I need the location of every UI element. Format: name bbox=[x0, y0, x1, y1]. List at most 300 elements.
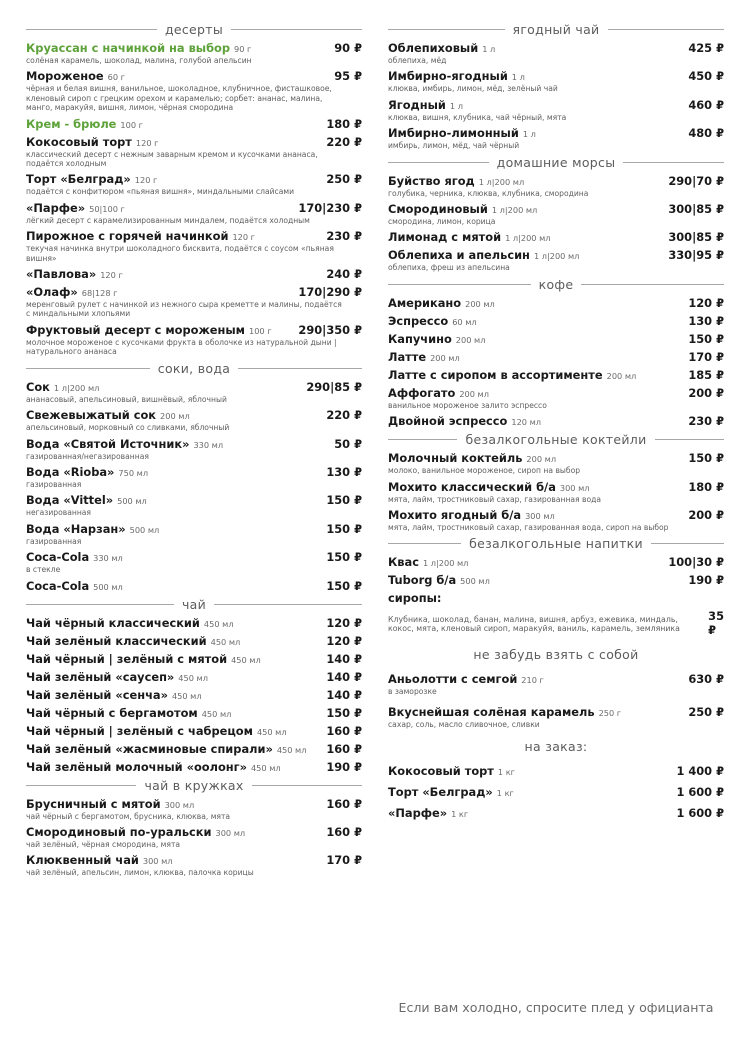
menu-item-price: 120 ₽ bbox=[688, 295, 724, 310]
menu-item-description: апельсиновый, морковный со сливками, яблочный bbox=[26, 423, 230, 433]
menu-item-row bbox=[388, 414, 724, 428]
menu-item-title: Американо bbox=[388, 295, 462, 310]
menu-item-description: чай зелёный, чёрная смородина, мята bbox=[26, 839, 181, 849]
menu-item-row bbox=[26, 465, 362, 479]
menu-item-price: 190 ₽ bbox=[688, 573, 724, 588]
section-rule bbox=[623, 162, 724, 163]
order-items bbox=[388, 764, 724, 820]
menu-item-title: Буйство ягод bbox=[388, 173, 475, 188]
menu-item-name bbox=[388, 573, 490, 587]
menu-item-volume: 1 кг bbox=[451, 809, 469, 820]
menu-item-name bbox=[26, 229, 255, 243]
menu-item-price: 180 ₽ bbox=[688, 479, 724, 494]
menu-item-name bbox=[388, 98, 463, 112]
menu-item-row bbox=[26, 437, 362, 451]
menu-item-description: негазированная bbox=[26, 508, 91, 518]
menu-item-name bbox=[26, 652, 261, 666]
menu-item-volume: 200 мл bbox=[160, 411, 190, 422]
menu-item-description: голубика, черника, клюква, клубника, смородина bbox=[388, 188, 589, 198]
menu-item-volume: 200 мл bbox=[526, 454, 557, 465]
menu-item-row bbox=[26, 670, 362, 684]
syrups-price: 35 ₽ bbox=[708, 609, 724, 638]
menu-item-row bbox=[388, 806, 724, 820]
section-rule bbox=[26, 368, 150, 369]
menu-item-price: 130 ₽ bbox=[326, 464, 362, 479]
menu-item-volume: 120 г bbox=[134, 175, 158, 186]
menu-item-title: Аньолотти с семгой bbox=[388, 672, 518, 687]
section-title: чай bbox=[181, 596, 207, 612]
menu-item bbox=[388, 785, 724, 799]
menu-item-title: Coca-Cola bbox=[26, 578, 90, 593]
menu-item-volume: 200 мл bbox=[430, 352, 460, 363]
menu-item-row bbox=[388, 69, 724, 83]
section-rule bbox=[231, 29, 362, 30]
menu-item-title: Чай чёрный с бергамотом bbox=[26, 705, 198, 720]
menu-item-title: Ягодный bbox=[388, 97, 446, 112]
menu-item-row bbox=[388, 332, 724, 346]
menu-item-name bbox=[388, 126, 536, 140]
menu-item bbox=[388, 451, 724, 475]
menu-item-volume: 90 г bbox=[234, 44, 252, 54]
menu-item-price: 160 ₽ bbox=[326, 741, 362, 756]
menu-item-description: в заморозке bbox=[388, 687, 437, 697]
menu-item-name bbox=[26, 69, 125, 83]
menu-item-row bbox=[26, 742, 362, 756]
menu-item-row bbox=[26, 135, 362, 149]
menu-item-description: клюква, вишня, клубника, чай чёрный, мята bbox=[388, 112, 567, 122]
menu-item-name bbox=[388, 314, 477, 328]
menu-item bbox=[26, 69, 362, 112]
menu-item-row bbox=[388, 386, 724, 400]
menu-item-name bbox=[26, 634, 240, 648]
syrups-list: Клубника, шоколад, банан, малина, вишня, арбуз, ежевика, миндаль, кокос, мята, кленовый сироп, маракуйя, ваниль, карамель, земляника bbox=[388, 614, 680, 633]
menu-item-price: 230 ₽ bbox=[326, 229, 362, 244]
menu-item-row bbox=[388, 202, 724, 216]
menu-item-row bbox=[388, 314, 724, 328]
menu-item-price: 330|95 ₽ bbox=[668, 248, 724, 263]
menu-item-title: Квас bbox=[388, 555, 419, 570]
menu-item-row bbox=[26, 267, 362, 281]
menu-item-name bbox=[26, 724, 287, 738]
menu-item-title: Чай чёрный | зелёный с чабрецом bbox=[26, 723, 253, 738]
menu-item-volume: 450 мл bbox=[276, 744, 307, 755]
menu-item-description: чай чёрный с бергамотом, брусника, клюква, мята bbox=[26, 811, 231, 821]
menu-item-name bbox=[388, 296, 495, 310]
menu-item-title: Tuborg б/а bbox=[388, 573, 457, 588]
menu-item-row bbox=[388, 705, 724, 719]
menu-item bbox=[388, 414, 724, 428]
menu-item-title: Мороженое bbox=[26, 69, 104, 84]
menu-item bbox=[388, 368, 724, 382]
menu-item bbox=[26, 616, 362, 630]
menu-item-name bbox=[388, 332, 485, 346]
section-rule bbox=[26, 604, 174, 605]
menu-item-volume: 68|128 г bbox=[81, 288, 118, 299]
menu-item-volume: 1 л|200 мл bbox=[491, 205, 538, 216]
menu-item-volume: 500 мл bbox=[117, 496, 147, 507]
menu-item-name bbox=[26, 41, 251, 55]
menu-item-row bbox=[388, 350, 724, 364]
menu-item-volume: 450 мл bbox=[201, 708, 232, 719]
menu-item-name bbox=[26, 706, 231, 720]
menu-item-name bbox=[26, 688, 202, 702]
menu-item-price: 240 ₽ bbox=[326, 267, 362, 282]
menu-item-price: 200 ₽ bbox=[688, 508, 724, 523]
menu-item-price: 50 ₽ bbox=[334, 436, 362, 451]
menu-item-price: 160 ₽ bbox=[326, 824, 362, 839]
menu-item-name bbox=[388, 764, 515, 778]
menu-item-row bbox=[26, 706, 362, 720]
menu-item-price: 1 600 ₽ bbox=[676, 785, 724, 800]
menu-item-volume: 1 л bbox=[511, 72, 525, 83]
menu-item-row bbox=[26, 69, 362, 83]
menu-item-row bbox=[388, 368, 724, 382]
menu-item-title: Сок bbox=[26, 379, 50, 394]
menu-item-description: газированная/негазированная bbox=[26, 451, 149, 461]
syrups-block bbox=[388, 591, 724, 637]
menu-item-volume: 1 л|200 мл bbox=[533, 251, 580, 262]
menu-item-price: 425 ₽ bbox=[688, 41, 724, 55]
menu-item-title: Вода «Rioba» bbox=[26, 464, 115, 479]
menu-item-volume: 1 л bbox=[522, 129, 536, 140]
menu-item bbox=[26, 760, 362, 774]
menu-item bbox=[388, 508, 724, 532]
menu-item-title: Торт «Белград» bbox=[26, 172, 131, 187]
menu-item-name bbox=[388, 386, 489, 400]
menu-item-volume: 300 мл bbox=[215, 827, 246, 838]
menu-item-price: 150 ₽ bbox=[688, 331, 724, 346]
menu-item-description: ванильное мороженое залито эспрессо bbox=[388, 400, 547, 410]
menu-item-name bbox=[26, 579, 123, 593]
menu-item-title: Чай зелёный молочный «оолонг» bbox=[26, 759, 247, 774]
menu-item bbox=[26, 285, 362, 319]
menu-item bbox=[388, 202, 724, 226]
menu-item bbox=[388, 69, 724, 93]
menu-item-title: Аффогато bbox=[388, 385, 456, 400]
menu-item-volume: 330 мл bbox=[93, 553, 123, 564]
menu-item-description: ананасовый, апельсиновый, вишнёвый, яблочный bbox=[26, 394, 227, 404]
menu-item-row bbox=[26, 117, 362, 131]
menu-item-price: 290|85 ₽ bbox=[306, 379, 362, 394]
menu-item bbox=[26, 652, 362, 666]
menu-item-volume: 50|100 г bbox=[89, 203, 125, 214]
menu-item-name bbox=[388, 806, 468, 820]
menu-item-row bbox=[26, 285, 362, 299]
menu-item bbox=[26, 742, 362, 756]
menu-item-price: 150 ₽ bbox=[326, 521, 362, 536]
menu-item bbox=[26, 323, 362, 357]
menu-item-description: мята, лайм, тростниковый сахар, газированная вода, сироп на выбор bbox=[388, 523, 669, 533]
menu-item-price: 1 600 ₽ bbox=[676, 806, 724, 821]
section-rule bbox=[655, 439, 724, 440]
menu-item-name bbox=[26, 201, 125, 215]
menu-item-row bbox=[26, 408, 362, 422]
menu-item-row bbox=[388, 98, 724, 112]
menu-item-price: 180 ₽ bbox=[326, 116, 362, 131]
menu-item-row bbox=[26, 323, 362, 337]
menu-item bbox=[26, 634, 362, 648]
menu-item-volume: 1 кг bbox=[496, 788, 514, 799]
menu-item-description: чай зелёный, апельсин, лимон, клюква, палочка корицы bbox=[26, 868, 254, 878]
menu-item-title: Эспрессо bbox=[388, 313, 449, 328]
menu-item-title: Латте bbox=[388, 349, 427, 364]
menu-item-title: Смородиновый по-уральски bbox=[26, 824, 212, 839]
menu-item-price: 170 ₽ bbox=[326, 853, 362, 868]
menu-item-name bbox=[388, 508, 555, 522]
menu-item-volume: 200 мл bbox=[606, 370, 637, 381]
menu-item-title: Молочный коктейль bbox=[388, 451, 523, 466]
menu-item-title: «Олаф» bbox=[26, 285, 78, 300]
menu-item-title: «Павлова» bbox=[26, 267, 97, 282]
menu-item-title: Лимонад с мятой bbox=[388, 230, 502, 245]
menu-item-volume: 120 г bbox=[135, 137, 159, 148]
section-heading bbox=[388, 155, 724, 170]
menu-item-row bbox=[26, 41, 362, 55]
takeaway-items bbox=[388, 672, 724, 729]
menu-item-row bbox=[388, 672, 724, 686]
section-title: ягодный чай bbox=[512, 22, 600, 37]
menu-item-name bbox=[388, 174, 524, 188]
menu-item-row bbox=[26, 201, 362, 215]
menu-item-title: Чай зелёный «саусеп» bbox=[26, 669, 175, 684]
menu-item bbox=[388, 672, 724, 696]
menu-item-name bbox=[26, 742, 306, 756]
menu-item-name bbox=[26, 493, 147, 507]
section-title: домашние морсы bbox=[496, 154, 616, 170]
menu-item-description: лёгкий десерт с карамелизированным миндалем, подаётся холодным bbox=[26, 215, 310, 225]
menu-item-price: 290|350 ₽ bbox=[298, 322, 362, 337]
menu-item-name bbox=[26, 465, 148, 479]
menu-item-price: 130 ₽ bbox=[688, 313, 724, 328]
section-heading bbox=[26, 597, 362, 612]
menu-item-volume: 200 мл bbox=[459, 388, 489, 399]
menu-item-name bbox=[388, 414, 541, 428]
menu-item bbox=[26, 229, 362, 263]
menu-item-row bbox=[26, 550, 362, 564]
menu-item-price: 100|30 ₽ bbox=[668, 555, 724, 570]
section-title: чай в кружках bbox=[144, 777, 244, 793]
menu-item-name bbox=[26, 408, 190, 422]
menu-item-volume: 200 мл bbox=[465, 298, 495, 309]
menu-item-price: 230 ₽ bbox=[688, 414, 724, 429]
menu-item-description: в стекле bbox=[26, 565, 61, 575]
menu-item-volume: 300 мл bbox=[164, 799, 195, 810]
menu-column-left bbox=[26, 22, 362, 1061]
menu-item bbox=[26, 267, 362, 281]
menu-item bbox=[388, 350, 724, 364]
menu-item-price: 220 ₽ bbox=[326, 134, 362, 149]
section-title: кофе bbox=[538, 276, 574, 292]
menu-item bbox=[26, 135, 362, 169]
menu-item-volume: 1 л|200 мл bbox=[422, 558, 469, 569]
menu-item-row bbox=[388, 480, 724, 494]
section-heading bbox=[26, 778, 362, 793]
menu-item-title: Облепиховый bbox=[388, 41, 479, 55]
menu-item-name bbox=[388, 248, 579, 262]
menu-item-row bbox=[26, 760, 362, 774]
menu-item-volume: 120 г bbox=[232, 232, 255, 243]
section-rule bbox=[214, 604, 362, 605]
menu-item bbox=[388, 248, 724, 272]
menu-item bbox=[26, 688, 362, 702]
menu-item-price: 160 ₽ bbox=[326, 723, 362, 738]
menu-item bbox=[388, 332, 724, 346]
menu-item-description: газированная bbox=[26, 536, 82, 546]
menu-item bbox=[26, 117, 362, 131]
menu-item bbox=[26, 550, 362, 574]
menu-item-row bbox=[388, 573, 724, 587]
menu-item-title: Чай чёрный классический bbox=[26, 615, 200, 630]
menu-item-name bbox=[26, 760, 281, 774]
menu-item-price: 150 ₽ bbox=[326, 550, 362, 565]
menu-item-name bbox=[388, 69, 525, 83]
menu-item-price: 140 ₽ bbox=[326, 687, 362, 702]
menu-item-row bbox=[388, 508, 724, 522]
menu-item-row bbox=[388, 41, 724, 55]
menu-item-title: Чай зелёный «жасминовые спирали» bbox=[26, 741, 273, 756]
section-rule bbox=[26, 29, 157, 30]
section-rule bbox=[388, 439, 457, 440]
menu-item-name bbox=[26, 267, 123, 281]
section-title: соки, вода bbox=[157, 360, 231, 376]
syrups-title: сиропы: bbox=[388, 591, 442, 606]
menu-item-price: 1 400 ₽ bbox=[676, 764, 724, 779]
menu-item-price: 170|230 ₽ bbox=[298, 200, 362, 215]
menu-item bbox=[26, 797, 362, 821]
menu-item-row bbox=[26, 724, 362, 738]
menu-item-volume: 450 мл bbox=[203, 618, 234, 629]
menu-item bbox=[26, 437, 362, 461]
menu-item bbox=[388, 764, 724, 778]
menu-item-description: солёная карамель, шоколад, малина, голубой апельсин bbox=[26, 56, 252, 65]
menu-item-row bbox=[26, 853, 362, 867]
menu-item-price: 250 ₽ bbox=[326, 172, 362, 187]
menu-item-description: меренговый рулет с начинкой из нежного сыра креметте и малины, подаётся с миндальными хлопьями bbox=[26, 300, 342, 319]
menu-item-volume: 1 л|200 мл bbox=[53, 382, 100, 393]
menu-item-name bbox=[388, 785, 514, 799]
menu-item-title: Имбирно-ягодный bbox=[388, 69, 508, 84]
menu-item-volume: 60 мл bbox=[452, 316, 477, 327]
menu-item-title: Чай зелёный «сенча» bbox=[26, 687, 168, 702]
section-rule bbox=[581, 284, 724, 285]
menu-item-description: подаётся с конфитюром «пьяная вишня», миндальными слайсами bbox=[26, 187, 295, 197]
menu-item-row bbox=[388, 248, 724, 262]
menu-item-title: Мохито ягодный б/а bbox=[388, 508, 522, 523]
menu-item-volume: 250 г bbox=[598, 707, 622, 718]
menu-item-name bbox=[26, 522, 159, 536]
menu-item bbox=[388, 573, 724, 587]
menu-item-row bbox=[388, 555, 724, 569]
menu-item-title: Капучино bbox=[388, 331, 452, 346]
section-rule bbox=[388, 162, 489, 163]
menu-item-title: Вода «Святой Источник» bbox=[26, 436, 190, 451]
menu-item bbox=[26, 825, 362, 849]
menu-item-title: Облепиха и апельсин bbox=[388, 248, 530, 263]
menu-item bbox=[388, 174, 724, 198]
menu-item-title: Вода «Vittel» bbox=[26, 493, 114, 508]
menu-item-row bbox=[388, 230, 724, 244]
menu-item-row bbox=[26, 688, 362, 702]
menu-item-price: 220 ₽ bbox=[326, 408, 362, 423]
menu-item-price: 150 ₽ bbox=[326, 493, 362, 508]
menu-item-row bbox=[26, 825, 362, 839]
section-heading bbox=[388, 536, 724, 551]
menu-item-volume: 1 л|200 мл bbox=[478, 176, 525, 187]
menu-item bbox=[26, 670, 362, 684]
menu-item bbox=[26, 853, 362, 877]
menu-item-title: Вода «Нарзан» bbox=[26, 521, 126, 536]
section-rule bbox=[388, 543, 461, 544]
menu-item-price: 630 ₽ bbox=[688, 672, 724, 687]
menu-item-volume: 450 мл bbox=[250, 762, 281, 773]
menu-item-volume: 60 г bbox=[107, 72, 125, 83]
menu-item-description: мята, лайм, тростниковый сахар, газированная вода bbox=[388, 494, 602, 504]
menu-item-row bbox=[388, 174, 724, 188]
section-rule bbox=[651, 543, 724, 544]
menu-item-volume: 300 мл bbox=[142, 856, 173, 867]
menu-item-price: 190 ₽ bbox=[326, 759, 362, 774]
menu-item-name bbox=[26, 616, 234, 630]
menu-item-volume: 100 г bbox=[249, 325, 272, 336]
menu-item-name bbox=[388, 230, 551, 244]
menu-item bbox=[388, 98, 724, 122]
section-rule bbox=[388, 284, 531, 285]
section-rule bbox=[388, 29, 505, 30]
menu-item bbox=[388, 126, 724, 150]
menu-item bbox=[26, 408, 362, 432]
menu-item-volume: 450 мл bbox=[231, 654, 261, 665]
menu-item-name bbox=[26, 853, 173, 867]
menu-item-price: 120 ₽ bbox=[326, 615, 362, 630]
menu-item-price: 250 ₽ bbox=[688, 704, 724, 719]
section-title: десерты bbox=[164, 22, 224, 37]
menu-item bbox=[26, 522, 362, 546]
menu-item-name bbox=[388, 41, 495, 55]
section-rule bbox=[252, 785, 362, 786]
menu-item-description: смородина, лимон, корица bbox=[388, 217, 496, 227]
menu-item bbox=[388, 705, 724, 729]
menu-item-row bbox=[388, 764, 724, 778]
menu-item-name bbox=[26, 135, 158, 149]
menu-item-price: 150 ₽ bbox=[326, 705, 362, 720]
menu-item-price: 150 ₽ bbox=[688, 451, 724, 466]
menu-item-price: 150 ₽ bbox=[326, 578, 362, 593]
menu-item-name bbox=[26, 117, 143, 131]
menu-item-description: классический десерт с нежным заварным кремом и кусочками ананаса, подаётся холодным bbox=[26, 149, 318, 169]
menu-item-row bbox=[388, 451, 724, 465]
menu-item-name bbox=[26, 550, 123, 564]
menu-item-row bbox=[388, 785, 724, 799]
takeaway-heading: не забудь взять с собой bbox=[473, 647, 639, 663]
menu-item-price: 450 ₽ bbox=[688, 69, 724, 84]
menu-item-title: Имбирно-лимонный bbox=[388, 126, 519, 141]
menu-item bbox=[26, 41, 362, 65]
menu-item-title: Фруктовый десерт с мороженым bbox=[26, 322, 245, 337]
menu-item bbox=[388, 386, 724, 410]
menu-item-title: Круассан с начинкой на выбор bbox=[26, 41, 231, 55]
menu-item-title: Мохито классический б/а bbox=[388, 479, 556, 494]
menu-item-price: 95 ₽ bbox=[334, 69, 362, 84]
menu-item-title: Торт «Белград» bbox=[388, 785, 493, 800]
menu-item-description: текучая начинка внутри шоколадного бисквита, подаётся с соусом «пьяная вишня» bbox=[26, 244, 334, 263]
menu-item-volume: 500 мл bbox=[93, 581, 123, 592]
menu-item-description: облепиха, фреш из апельсина bbox=[388, 263, 510, 273]
menu-item-title: Coca-Cola bbox=[26, 550, 90, 565]
menu-item-volume: 750 мл bbox=[118, 467, 149, 478]
menu-item bbox=[26, 172, 362, 196]
section-heading bbox=[388, 22, 724, 37]
menu-item-description: облепиха, мёд bbox=[388, 56, 447, 65]
